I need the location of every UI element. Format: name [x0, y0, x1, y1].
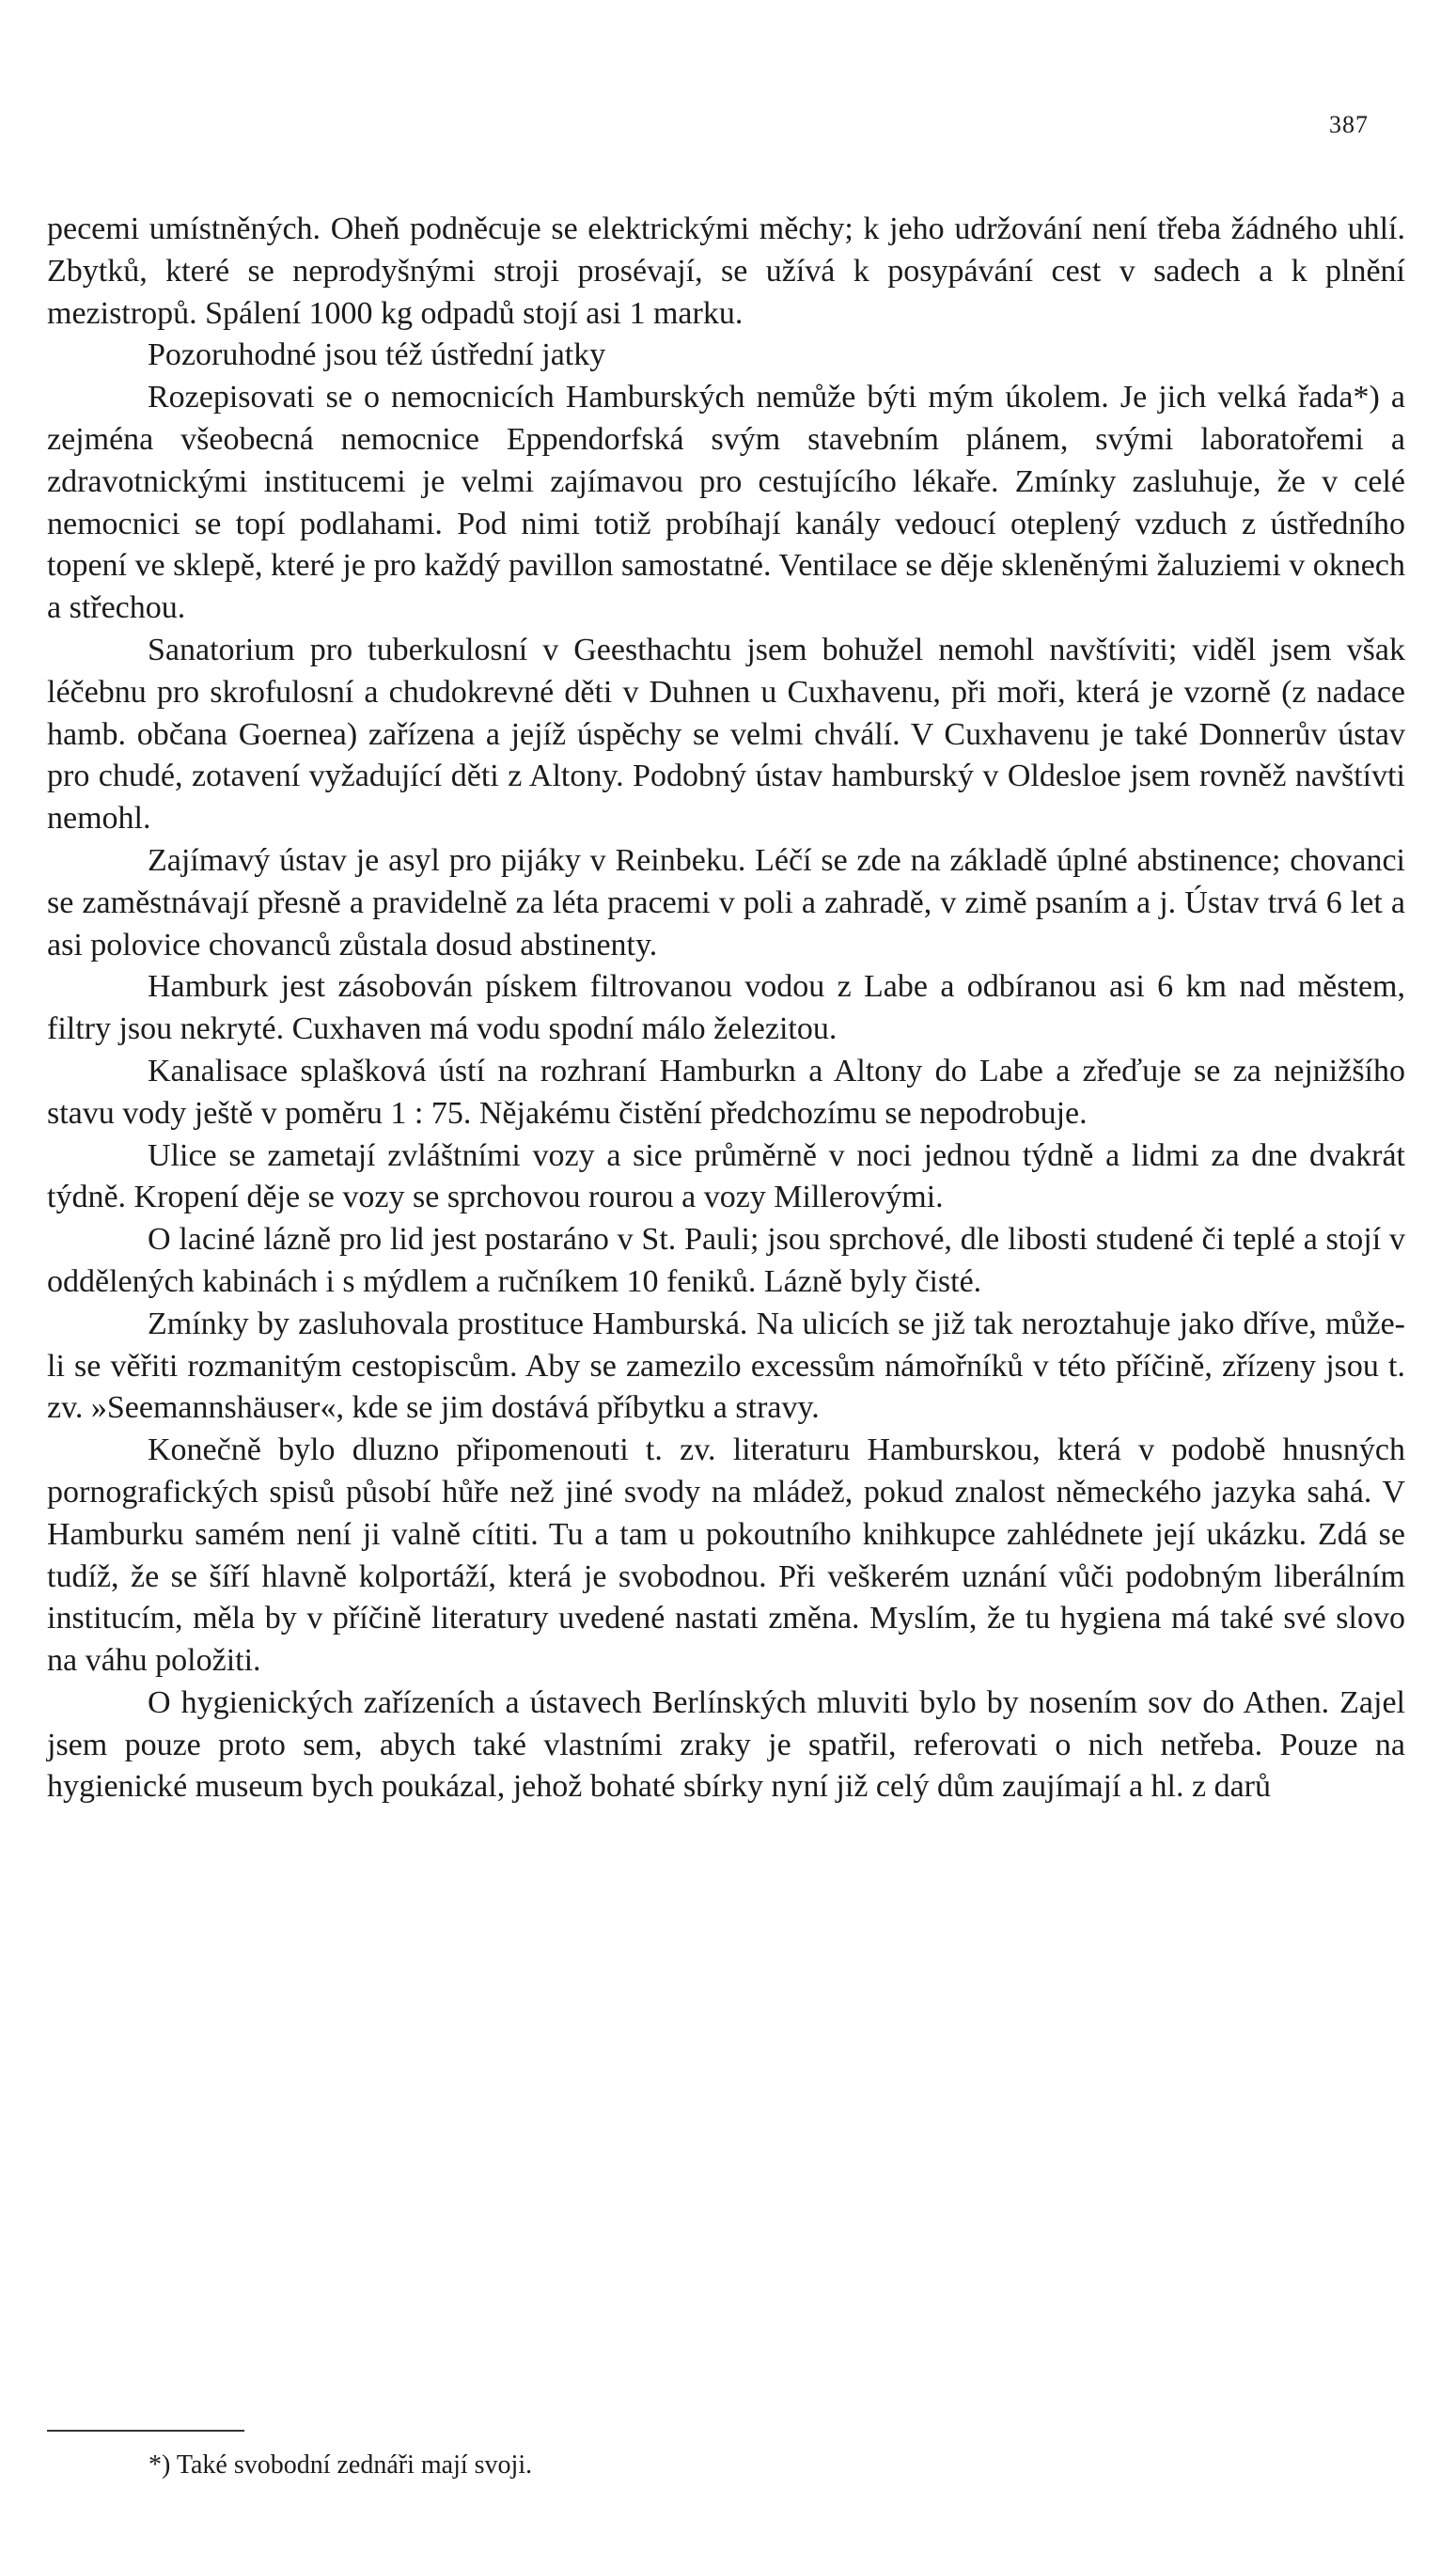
page-number: 387: [1329, 111, 1369, 138]
body-text: [47, 209, 1405, 1808]
paragraph-asylum-reinbek: Zajímavý ústav je asyl pro pijáky v Reinbeku. Léčí se zde na základě úplné abstinence; chovanci se zaměstnávají přesně a pravidelně za léta pracemi v poli a zahradě, v zimě psaním a j. Ústav trvá 6 let a asi polovice chovanců zůstala dosud abstinenty.: [47, 842, 1405, 963]
paragraph-prostitution: Zmínky by zasluhovala prostituce Hamburská. Na ulicích se již tak neroztahuje jako dříve, může-li se věřiti rozmanitým cestopiscům. Aby se zamezilo excessům námořníků v této příčině, zřízeny jsou t. zv. »Seemannshäuser«, kde se jim dostává příbytku a stravy.: [47, 1306, 1405, 1426]
paragraph-slaughterhouse: Pozoruhodné jsou též ústřední jatky: [148, 337, 606, 373]
paragraph-sewerage: Kanalisace splašková ústí na rozhraní Hamburkn a Altony do Labe a zřeďuje se za nejnižšího stavu vody ještě v poměru 1 : 75. Nějakému čistění předchozímu se nepodrobuje.: [47, 1053, 1405, 1131]
paragraph-literature: Konečně bylo dluzno připomenouti t. zv. literaturu Hamburskou, která v podobě hnusných pornografických spisů působí hůře než jiné svody na mládež, pokud znalost německého jazyka sahá. V Hamburku samém není ji valně cítiti. Tu a tam u pokoutního knihkupce zahlédnete její ukázku. Zdá se tudíž, že se šíří hlavně kolportáží, která je svobodnou. Při veškerém uznání vůči podobným liberálním institucím, měla by v příčině literatury uvedené nastati změna. Myslím, že tu hygiena má také své slovo na váhu položiti.: [47, 1432, 1405, 1679]
paragraph-hospitals: Rozepisovati se o nemocnicích Hamburských nemůže býti mým úkolem. Je jich velká řada*) a zejména všeobecná nemocnice Eppendorfská svým stavebním plánem, svými laboratořemi a zdravotnickými institucemi je velmi zajímavou pro cestujícího lékaře. Zmínky zasluhuje, že v celé nemocnici se topí podlahami. Pod nimi totiž probíhají kanály vedoucí oteplený vzduch z ústředního topení ve sklepě, které je pro každý pavillon samostatné. Ventilace se děje skleněnými žaluziemi v oknech a střechou.: [47, 380, 1405, 626]
paragraph-public-baths: O laciné lázně pro lid jest postaráno v St. Pauli; jsou sprchové, dle libosti studené či teplé a stojí v oddělených kabinách i s mýdlem a ručníkem 10 feniků. Lázně byly čisté.: [47, 1222, 1405, 1299]
paragraph-water-supply: Hamburk jest zásobován pískem filtrovanou vodou z Labe a odbíranou asi 6 km nad městem, filtry jsou nekryté. Cuxhaven má vodu spodní málo železitou.: [47, 969, 1405, 1047]
footnote-divider: [47, 2430, 244, 2432]
paragraph-berlin: O hygienických zařízeních a ústavech Berlínských mluviti bylo by nosením sov do Athen. Zajel jsem pouze proto sem, abych také vlastními zraky je spatřil, referovati o nich netřeba. Pouze na hygienické museum bych poukázal, jehož bohaté sbírky nyní již celý dům zaujímají a hl. z darů: [47, 1684, 1405, 1805]
footnote: *) Také svobodní zednáři mají svoji.: [149, 2450, 533, 2480]
paragraph-incinerator-continuation: pecemi umístněných. Oheň podněcuje se elektrickými měchy; k jeho udržování není třeba žádného uhlí. Zbytků, které se neprodyšnými stroji prosévají, se užívá k posypávání cest v sadech a k plnění mezistropů. Spálení 1000 kg odpadů stojí asi 1 marku.: [47, 211, 1405, 331]
paragraph-sanatorium: Sanatorium pro tuberkulosní v Geesthachtu jsem bohužel nemohl navštíviti; viděl jsem však léčebnu pro skrofulosní a chudokrevné děti v Duhnen u Cuxhavenu, při moři, která je vzorně (z nadace hamb. občana Goernea) zařízena a jejíž úspěchy se velmi chválí. V Cuxhavenu je také Donnerův ústav pro chudé, zotavení vyžadující děti z Altony. Podobný ústav hamburský v Oldesloe jsem rovněž navštívti nemohl.: [47, 632, 1405, 837]
paragraph-street-cleaning: Ulice se zametají zvláštními vozy a sice průměrně v noci jednou týdně a lidmi za dne dvakrát týdně. Kropení děje se vozy se sprchovou rourou a vozy Millerovými.: [47, 1137, 1405, 1215]
